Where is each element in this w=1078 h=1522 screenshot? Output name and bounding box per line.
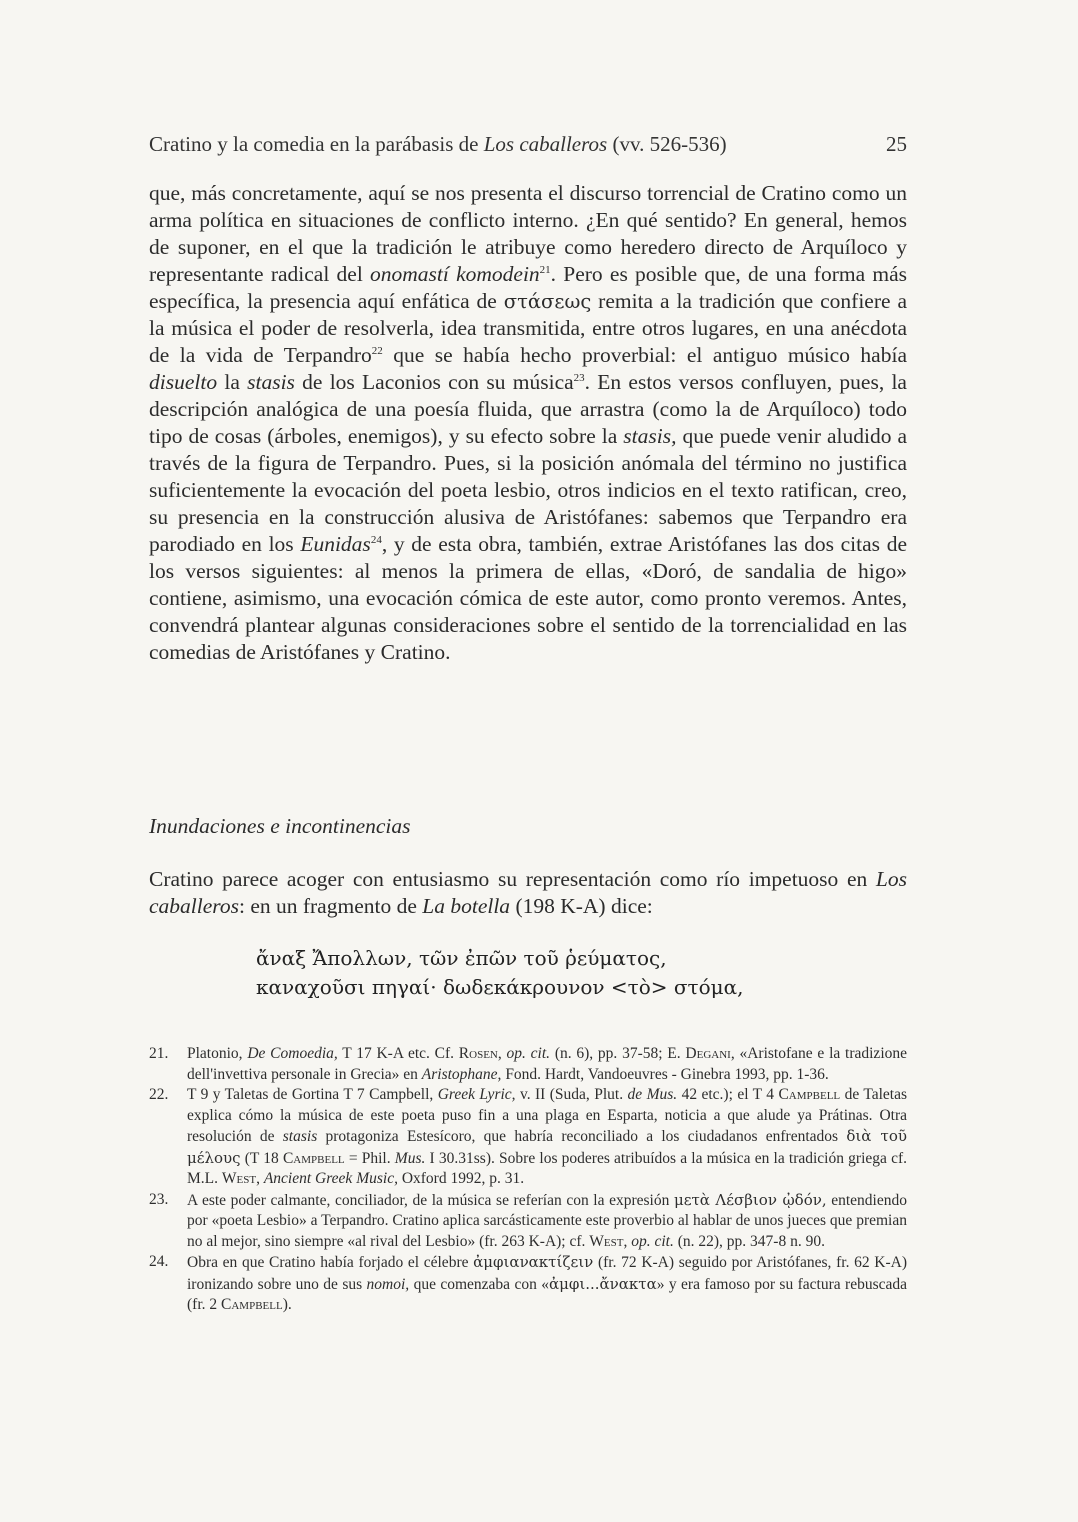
author-name: Rosen [458,1045,498,1062]
italic-term: nomoi, [366,1275,410,1293]
text-run: , y de esta obra, también, extrae Aristófanes las dos citas de los versos siguientes: al menos la primera de ellas, «Doró, de sandalia de higo» contiene, asimismo, una evocación cómica de este autor, como pronto veremos. Antes, convendrá plantear algunas consideraciones sobre el sentido de la torrencialidad en las comedias de Aristófanes y Cratino. [149,532,907,664]
italic-term: stasis [282,1128,318,1145]
italic-title: De Comoedia, [247,1045,338,1062]
text-run: = Phil. [344,1149,395,1167]
text-run: : en un fragmento de [238,894,423,918]
text-run: , [623,1232,632,1250]
italic-abbrev: de Mus. [627,1086,678,1103]
text-run: (n. 22), pp. 347-8 n. 90. [673,1232,825,1250]
text-run: , «Aristofane e la tradizione dell'invettiva personale in Grecia» en [187,1045,908,1083]
header-title-text: Cratino y la comedia en la parábasis de [149,132,484,156]
footnote-number: 23. [149,1190,169,1208]
text-run: (198 K-A) dice: [510,894,653,918]
footnote-number: 21. [149,1045,169,1062]
greek-word: στάσεως [503,290,592,313]
text-run: que, más concretamente, aquí se nos presenta el discurso torrencial de Cratino como un arma política en situaciones de conflicto interno. ¿En qué sentido? En general, hemos de suponer, en el que la tradición le atribuye como heredero directo de Arquíloco y representante radical del [149,181,907,286]
text-run: A este poder calmante, conciliador, de la música se referían con la expresión [187,1191,674,1209]
text-run: Platonio, [187,1045,248,1062]
text-run: Fond. Hardt, Vandoeuvres - Ginebra 1993, pp. 1-36. [501,1065,829,1083]
text-run: ). [282,1296,292,1313]
footnote-ref-22[interactable]: 22 [371,344,383,357]
text-run: , [256,1170,264,1187]
footnote-ref-21[interactable]: 21 [539,263,551,276]
author-name: Campbell [282,1149,345,1167]
text-run: la [217,370,248,394]
header-title-verses: (vv. 526-536) [607,132,727,156]
text-run: que se había hecho proverbial: el antiguo músico había [382,343,907,367]
text-run: . En estos versos confluyen, pues, la descripción analógica de una poesía fluida, que arrastra (como la de Arquíloco) todo tipo de cosas (árboles, enemigos), y su efecto sobre la [149,370,907,448]
footnote-number: 24. [149,1253,169,1270]
italic-title: Los caballeros [149,867,907,918]
text-run: . Pero es posible que, de una forma más específica, la presencia aquí enfática de [149,262,907,313]
footnote-23 [149,1190,907,1253]
author-name: West [221,1170,257,1187]
text-run: Cratino parece acoger con entusiasmo su representación como río impetuoso en [149,867,876,891]
paragraph-1 [149,180,907,666]
text-run: entendiendo por «poeta Lesbio» a Terpandro. Cratino aplica sarcásticamente este proverbio al hablar de unos jueces que premian no al mejor, sino siempre «al rival del Lesbio» (fr. 263 K-A); cf. [187,1191,907,1250]
italic-title: Aristophane, [421,1065,502,1083]
italic-term: stasis, [623,424,677,448]
text-run: Oxford 1992, p. 31. [397,1170,525,1187]
italic-abbrev: op. cit. [631,1232,674,1250]
italic-title: Ancient Greek Music, [263,1170,398,1187]
text-run: , [497,1045,507,1062]
greek-phrase: μετὰ Λέσβιον ᾠδόν, [673,1190,827,1209]
header-title [149,130,727,158]
quote-line-1: ἄναξ Ἄπολλων, τῶν ἐπῶν τοῦ ῥεύματος, [256,946,667,970]
footnotes [149,1044,907,1316]
footnote-ref-23[interactable]: 23 [573,371,585,384]
italic-title: Greek Lyric, [437,1086,516,1103]
italic-abbrev: Mus. [394,1149,426,1167]
text-run: que comenzaba con « [409,1275,549,1293]
greek-quotation [256,944,856,1002]
author-name: Campbell [778,1086,841,1103]
section-heading: Inundaciones e incontinencias [149,814,411,838]
footnote-24 [149,1252,907,1316]
footnote-number: 22. [149,1086,169,1103]
text-run: (fr. 72 K-A) seguido por Aristófanes, fr. 62 K-A) ironizando sobre uno de sus [187,1254,908,1293]
page-number: 25 [886,132,907,156]
text-run: de los Laconios con su música [294,370,574,394]
text-run: de Taletas explica cómo la música de este poeta puso fin a una plaga en Esparta, noticia a que alude ya Prátinas. Otra resolución de [187,1086,908,1145]
text-run: T 17 K-A etc. Cf. [337,1045,459,1062]
text-run: que puede venir aludido a través de la figura de Terpandro. Pues, si la posición anómala del término no justifica suficientemente la evocación del poeta lesbio, otros indicios en el texto ratifican, creo, su presencia en la construcción alusiva de Aristófanes: sabemos que Terpandro era parodiado en los [149,424,908,556]
text-run: I 30.31ss). Sobre los poderes atribuídos a la música en la tradición griega cf. M.L. [187,1149,907,1187]
text-run: 42 etc.); el T 4 [677,1086,779,1103]
text-run: » y era famoso por su factura rebuscada (fr. 2 [187,1275,907,1313]
header-title-italic: Los caballeros [483,132,608,156]
author-name: Campbell [221,1296,283,1313]
author-name: Degani [685,1045,731,1062]
main-paragraph [149,180,907,666]
greek-phrase: διὰ τοῦ μέλους [187,1127,908,1167]
italic-title: La botella [422,894,511,918]
italic-abbrev: op. cit. [506,1045,551,1062]
text-run: protagoniza Estesícoro, que habría reconciliado a los ciudadanos enfrentados [317,1128,847,1145]
text-run: (n. 6), pp. 37-58; E. [550,1045,686,1062]
text-run: Obra en que Cratino había forjado el célebre [187,1254,474,1271]
italic-term: disuelto [149,370,218,394]
text-run: T 9 y Taletas de Gortina T 7 Campbell, [187,1086,438,1103]
author-name: West [589,1232,624,1250]
footnote-21 [149,1044,907,1085]
text-run: remita a la tradición que confiere a la música el poder de resolverla, idea transmitida, entre otros lugares, en una anécdota de la vida de Terpandro [149,289,907,367]
footnote-ref-24[interactable]: 24 [370,533,382,546]
section-paragraph [149,866,907,920]
footnote-22 [149,1085,907,1190]
italic-term: Eunidas [300,532,371,556]
greek-word: ἀμφιανακτίζειν [473,1253,594,1271]
quote-line-2: καναχοῦσι πηγαί· δωδεκάκρουνον <τὸ> στόμα, [256,975,744,999]
italic-term: onomastí komodein [370,262,540,286]
text-run: (T 18 [240,1149,283,1167]
running-header [149,130,907,158]
text-run: v. II (Suda, Plut. [515,1086,628,1103]
greek-word: ἀμφι...ἄνακτα [548,1274,657,1293]
italic-term: stasis [247,370,295,394]
